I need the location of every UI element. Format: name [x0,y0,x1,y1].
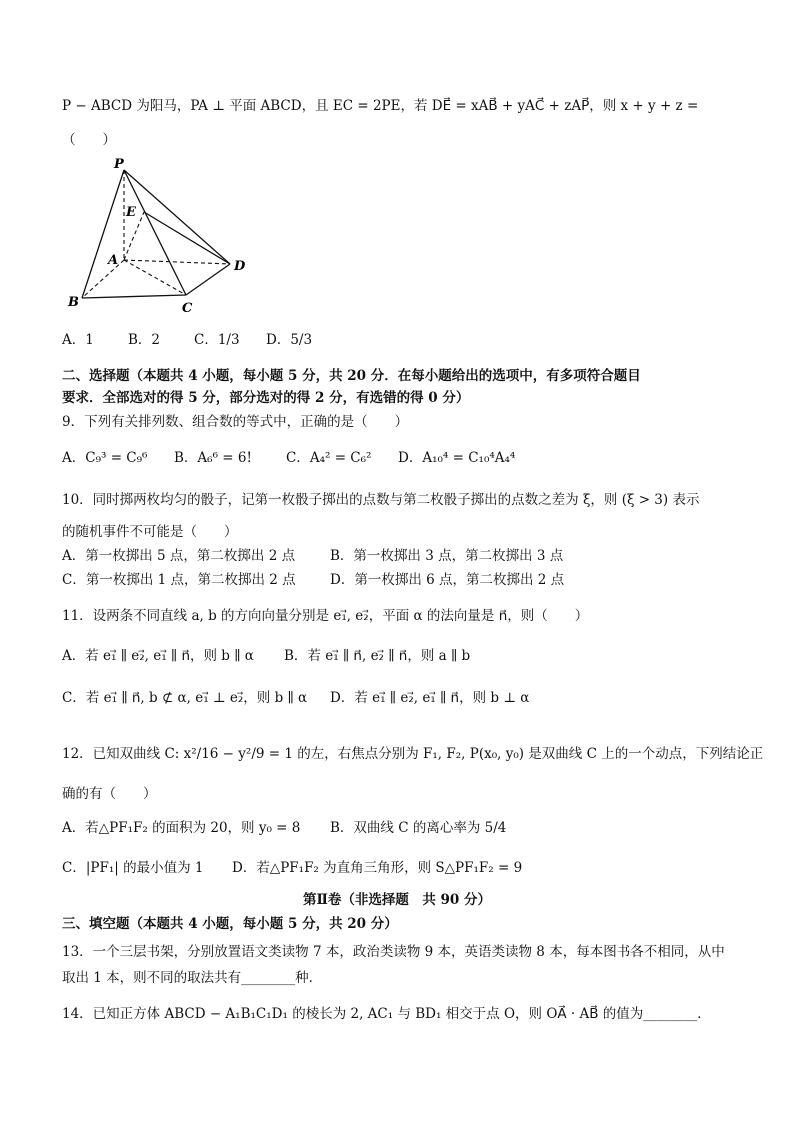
q9-option-c: C．A₄² = C₆² [286,450,372,466]
label-d: D [234,259,246,274]
q8-option-a: A．1 [62,332,94,348]
q11-options-row2 [62,688,754,708]
q10-stem: 10．同时掷两枚均匀的骰子，记第一枚骰子掷出的点数与第二枚骰子掷出的点数之差为 ξ，则 (ξ > 3) 表示 [62,492,700,508]
q9-option-d: D．A₁₀⁴ = C₁₀⁴A₄⁴ [398,450,516,466]
q14-stem: 14．已知正方体 ABCD − A₁B₁C₁D₁ 的棱长为 2, AC₁ 与 BD₁ 相交于点 O，则 OA⃗ · AB⃗ 的值为________． [62,1006,711,1022]
q11-options-row1 [62,646,754,666]
q10-option-d: D．第一枚掷出 6 点，第二枚掷出 2 点 [330,572,565,588]
q9-option-b: B．A₆⁶ = 6! [174,450,252,466]
q11-stem: 11．设两条不同直线 a, b 的方向向量分别是 e₁⃗, e₂⃗，平面 α 的法向量是 n⃗，则（ ） [62,608,589,624]
q9-option-a: A．C₉³ = C₉⁶ [62,450,148,466]
q8-option-c: C．1/3 [194,332,240,348]
section2-line1: 二、选择题（本题共 4 小题，每小题 5 分，共 20 分．在每小题给出的选项中，有多项符合题目 [62,368,641,384]
q8-stem: P − ABCD 为阳马，PA ⊥ 平面 ABCD，且 EC = 2PE，若 DE⃗ = xAB⃗ + yAC⃗ + zAP⃗，则 x + y + z = [62,98,699,114]
q12-option-c: C．|PF₁| 的最小值为 1 [62,860,204,876]
q12-stem2: 确的有（ ） [62,786,157,802]
q9-options [62,448,754,468]
q12-options-row1 [62,818,754,838]
q12-options-row2 [62,858,754,878]
label-c: C [182,301,193,312]
q8-option-d: D．5/3 [266,332,313,348]
q11-option-d: D．若 e₁⃗ ∥ e₂⃗, e₁⃗ ∥ n⃗，则 b ⊥ α [330,690,530,706]
q12-option-a: A．若△PF₁F₂ 的面积为 20，则 y₀ = 8 [62,820,301,836]
part2-title: 第Ⅱ卷（非选择题 共 90 分） [302,892,492,908]
section3-title: 三、填空题（本题共 4 小题，每小题 5 分，共 20 分） [62,916,398,932]
q8-options [62,330,754,350]
label-e: E [126,205,136,220]
q13-line1: 13．一个三层书架，分别放置语文类读物 7 本，政治类读物 9 本，英语类读物 8 本，每本图书各不相同，从中 [62,944,725,960]
label-p: P [114,157,124,172]
q8-paren: （ ） [62,132,116,148]
label-a: A [108,253,119,268]
section2-line2: 要求．全部选对的得 5 分，部分选对的得 2 分，有选错的得 0 分） [62,390,470,406]
q10-option-b: B．第一枚掷出 3 点，第二枚掷出 3 点 [330,548,564,564]
q13-line2: 取出 1 本，则不同的取法共有________种． [62,970,323,986]
q9-stem: 9．下列有关排列数、组合数的等式中，正确的是（ ） [62,414,409,430]
q10-options-row1 [62,546,754,566]
q11-option-c: C．若 e₁⃗ ∥ n⃗, b ⊄ α, e₁⃗ ⊥ e₂⃗，则 b ∥ α [62,690,308,706]
q10-stem2: 的随机事件不可能是（ ） [62,524,238,540]
q8-option-b: B．2 [128,332,161,348]
q12-option-b: B．双曲线 C 的离心率为 5/4 [330,820,507,836]
q12-option-d: D．若△PF₁F₂ 为直角三角形，则 S△PF₁F₂ = 9 [232,860,523,876]
q12-stem: 12．已知双曲线 C: x²/16 − y²/9 = 1 的左，右焦点分别为 F₁, F₂, P(x₀, y₀) 是双曲线 C 上的一个动点，下列结论正 [62,746,764,762]
q10-options-row2 [62,570,754,590]
pyramid-figure [62,154,258,312]
q11-option-b: B．若 e₁⃗ ∥ n⃗, e₂⃗ ∥ n⃗，则 a ∥ b [284,648,471,664]
q10-option-c: C．第一枚掷出 1 点，第二枚掷出 2 点 [62,572,296,588]
q10-option-a: A．第一枚掷出 5 点，第二枚掷出 2 点 [62,548,296,564]
q11-option-a: A．若 e₁⃗ ∥ e₂⃗, e₁⃗ ∥ n⃗，则 b ∥ α [62,648,254,664]
label-b: B [68,295,79,310]
